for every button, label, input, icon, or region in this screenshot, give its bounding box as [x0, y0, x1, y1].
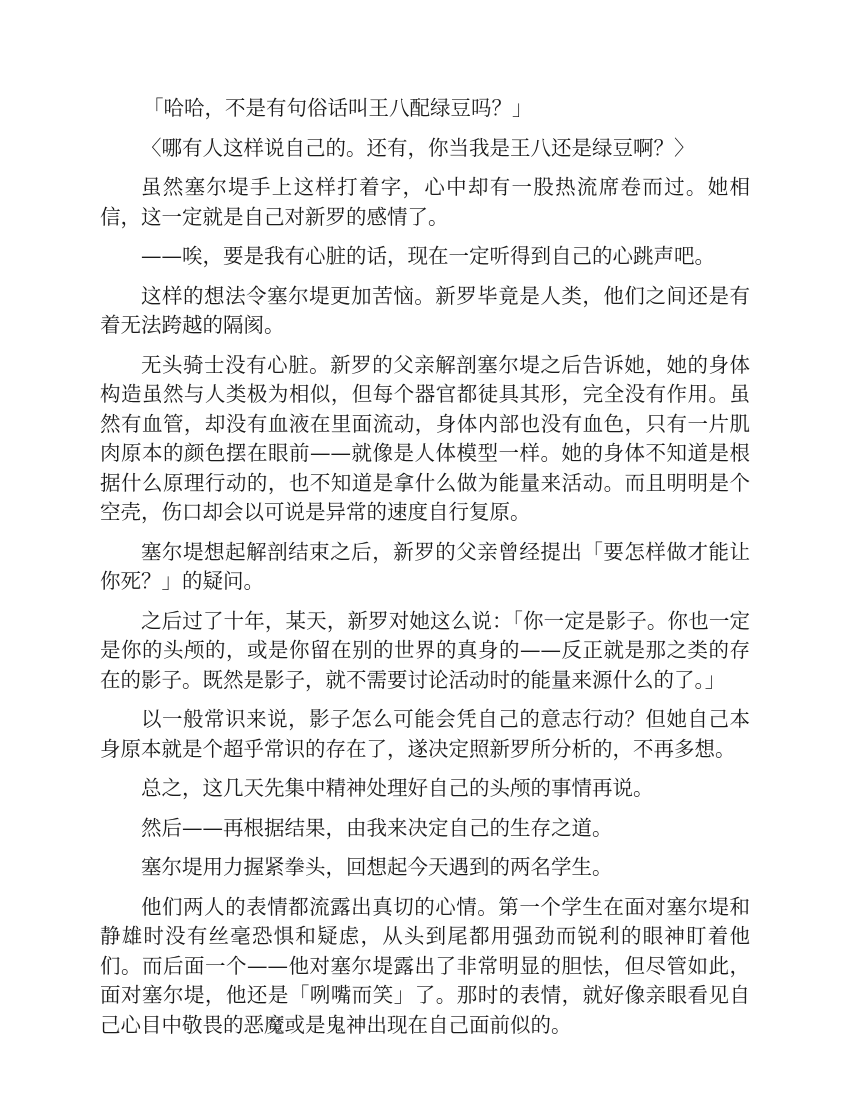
- paragraph-2: 〈哪有人这样说自己的。还有，你当我是王八还是绿豆啊？〉: [141, 135, 695, 160]
- paragraph-4: ——唉，要是我有心脏的话，现在一定听得到自己的心跳声吧。: [141, 244, 715, 268]
- paragraph-13: 他们两人的表情都流露出真切的心情。第一个学生在面对塞尔堤和静雄时没有丝毫恐惧和疑虑，从头到尾都用强劲而锐利的眼神盯着他们。而后面一个——他对塞尔堤露出了非常明显的胆怯，但尽管如此，面对塞尔堤，他还是「咧嘴而笑」了。那时的表情，就好像亲眼看见自己心目中敬畏的恶魔或是鬼神出现在自己面前似的。: [100, 894, 750, 1037]
- document-page: [100, 94, 750, 1050]
- paragraph-10: 总之，这几天先集中精神处理好自己的头颅的事情再说。: [141, 776, 654, 800]
- paragraph-6: 无头骑士没有心脏。新罗的父亲解剖塞尔堤之后告诉她，她的身体构造虽然与人类极为相似，但每个器官都徒具其形，完全没有作用。虽然有血管，却没有血液在里面流动，身体内部也没有血色，只有一片肌肉原本的颜色摆在眼前——就像是人体模型一样。她的身体不知道是根据什么原理行动的，也不知道是拿什么做为能量来活动。而且明明是个空壳，伤口却会以可说是异常的速度自行复原。: [100, 352, 750, 524]
- paragraph-1: 「哈哈，不是有句俗话叫王八配绿豆吗？」: [143, 96, 533, 120]
- paragraph-5: 这样的想法令塞尔堤更加苦恼。新罗毕竟是人类，他们之间还是有着无法跨越的隔阂。: [100, 283, 750, 337]
- paragraph-9: 以一般常识来说，影子怎么可能会凭自己的意志行动？但她自己本身原本就是个超乎常识的存在了，遂决定照新罗所分析的，不再多想。: [100, 707, 750, 761]
- paragraph-7: 塞尔堤想起解剖结束之后，新罗的父亲曾经提出「要怎样做才能让你死？」的疑问。: [100, 539, 750, 593]
- paragraph-3: 虽然塞尔堤手上这样打着字，心中却有一股热流席卷而过。她相信，这一定就是自己对新罗的感情了。: [100, 175, 750, 229]
- paragraph-8: 之后过了十年，某天，新罗对她这么说：「你一定是影子。你也一定是你的头颅的，或是你留在别的世界的真身的——反正就是那之类的存在的影子。既然是影子，就不需要讨论活动时的能量来源什么的了。」: [100, 608, 750, 692]
- paragraph-12: 塞尔堤用力握紧拳头，回想起今天遇到的两名学生。: [141, 855, 613, 879]
- paragraph-11: 然后——再根据结果，由我来决定自己的生存之道。: [141, 815, 613, 840]
